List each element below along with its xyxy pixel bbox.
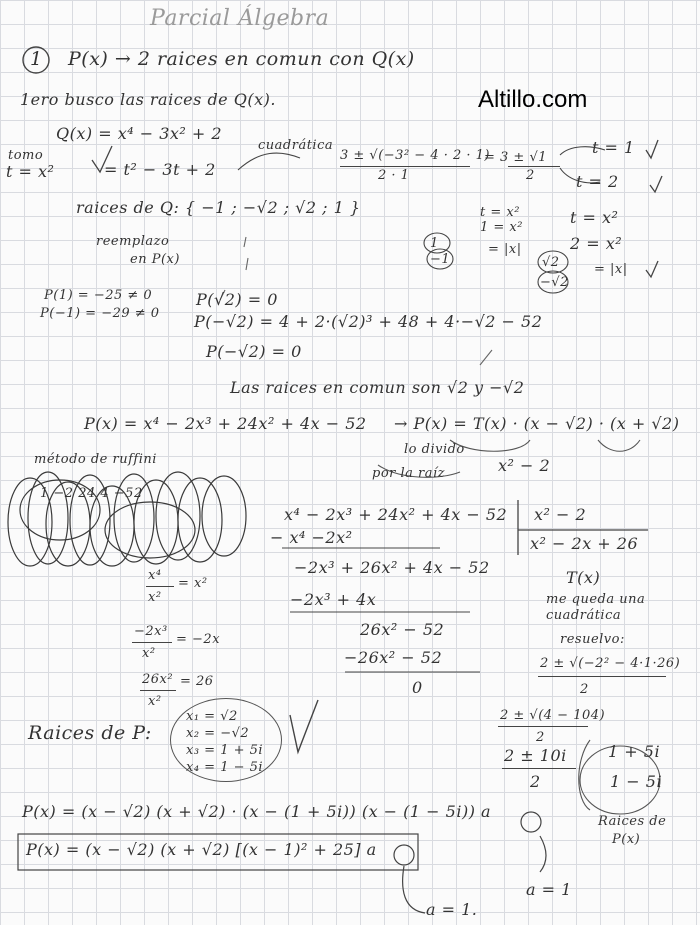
fraction-bar bbox=[340, 166, 470, 167]
division-final-remainder: 0 bbox=[412, 678, 423, 697]
fraction-bar bbox=[132, 642, 172, 643]
division-subtract-1: − x⁴ −2x² bbox=[270, 528, 353, 547]
quadratic-denominator: 2 · 1 bbox=[378, 168, 410, 183]
page-title: Parcial Álgebra bbox=[150, 6, 330, 31]
quadratic-simplified-den: 2 bbox=[526, 168, 535, 183]
q-definition: Q(x) = x⁴ − 3x² + 2 bbox=[56, 124, 223, 143]
side-calc-3-num: 26x² bbox=[142, 672, 174, 687]
en-p-label: en P(x) bbox=[130, 252, 180, 267]
cuadratica-label: cuadrática bbox=[258, 138, 334, 153]
division-quotient: x² − 2x + 26 bbox=[530, 534, 639, 553]
roots-of-q: raices de Q: { −1 ; −√2 ; √2 ; 1 } bbox=[76, 198, 361, 217]
fraction-bar bbox=[146, 586, 174, 587]
division-divisor: x² − 2 bbox=[534, 505, 587, 524]
quadratic-4-num: 2 ± 10i bbox=[504, 746, 567, 765]
root-of-p: x₃ = 1 + 5i bbox=[186, 743, 264, 758]
roots-of-p-list bbox=[186, 708, 263, 776]
substitution: t = x² bbox=[6, 162, 55, 181]
raices-de-label: Raices de bbox=[598, 814, 667, 829]
side-calc-2-result: = −2x bbox=[176, 632, 221, 647]
p-of-minus-sqrt2-calc: P(−√2) = 4 + 2·(√2)³ + 48 + 4·−√2 − 52 bbox=[194, 312, 543, 331]
root-t1: t = 1 bbox=[592, 138, 635, 157]
side-calc-1-result: = x² bbox=[178, 576, 208, 591]
leading-coefficient-right: a = 1 bbox=[526, 880, 572, 899]
cuadratica-label-2: cuadrática bbox=[546, 608, 622, 623]
common-roots-conclusion: Las raices en comun son √2 y −√2 bbox=[230, 378, 525, 397]
p-full-factored: P(x) = (x − √2) (x + √2) · (x − (1 + 5i)) (x − (1 − 5i)) a bbox=[22, 802, 492, 821]
me-queda-label: me queda una bbox=[546, 592, 646, 607]
step-intro: 1ero busco las raices de Q(x). bbox=[20, 90, 276, 109]
abs-x-2: = |x| bbox=[594, 262, 628, 277]
fraction-bar bbox=[498, 726, 588, 727]
quadratic-simplified: = 3 ± √1 bbox=[484, 150, 548, 165]
root-of-p: x₁ = √2 bbox=[186, 709, 238, 724]
exercise-number: 1 bbox=[30, 48, 43, 70]
side-calc-3-den: x² bbox=[148, 694, 162, 709]
side-calc-2-num: −2x³ bbox=[134, 624, 168, 639]
two-eq-x2: 2 = x² bbox=[570, 234, 623, 253]
plus-sqrt2: √2 bbox=[542, 255, 560, 270]
lo-divido: lo divido bbox=[404, 442, 465, 457]
t-x-label: T(x) bbox=[566, 568, 601, 587]
raices-de-p-label: Raices de P: bbox=[28, 722, 152, 744]
fraction-bar bbox=[502, 768, 576, 769]
por-la-raiz: por la raíz bbox=[372, 466, 446, 481]
fraction-bar bbox=[140, 690, 176, 691]
problem-statement: P(x) → 2 raices en comun con Q(x) bbox=[68, 48, 415, 70]
quadratic-4-den: 2 bbox=[530, 772, 541, 791]
division-remainder-2: 26x² − 52 bbox=[360, 620, 445, 639]
side-calc-1-den: x² bbox=[148, 590, 162, 605]
t-eq-x2-a: t = x² bbox=[480, 205, 520, 220]
reemplazo-label: reemplazo bbox=[96, 234, 170, 249]
one-eq-x2: 1 = x² bbox=[480, 220, 523, 235]
leading-coefficient-bottom: a = 1. bbox=[426, 900, 478, 919]
abs-x-1: = |x| bbox=[488, 242, 522, 257]
root-of-p: x₂ = −√2 bbox=[186, 726, 250, 741]
p-of-sqrt2: P(√2) = 0 bbox=[196, 290, 278, 309]
division-subtract-2: −2x³ + 4x bbox=[290, 590, 377, 609]
side-calc-1-num: x⁴ bbox=[148, 568, 162, 583]
p-definition: P(x) = x⁴ − 2x³ + 24x² + 4x − 52 bbox=[84, 414, 367, 433]
plus-one: 1 bbox=[430, 236, 439, 251]
watermark: Altillo.com bbox=[478, 86, 588, 113]
division-dividend: x⁴ − 2x³ + 24x² + 4x − 52 bbox=[284, 505, 508, 524]
minus-sqrt2: −√2 bbox=[540, 275, 569, 290]
division-remainder-1: −2x³ + 26x² + 4x − 52 bbox=[294, 558, 490, 577]
p-x-label: P(x) bbox=[612, 832, 641, 847]
quadratic-3-den: 2 bbox=[536, 730, 545, 745]
side-calc-3-result: = 26 bbox=[180, 674, 214, 689]
division-subtract-3: −26x² − 52 bbox=[344, 648, 443, 667]
p-real-factored: P(x) = (x − √2) (x + √2) [(x − 1)² + 25] a bbox=[26, 840, 377, 859]
quadratic-2-num: 2 ± √(−2² − 4·1·26) bbox=[540, 656, 681, 671]
root-of-p: x₄ = 1 − 5i bbox=[186, 760, 264, 775]
metodo-ruffini: método de ruffini bbox=[34, 452, 157, 467]
fraction-bar bbox=[508, 166, 560, 167]
p-of-minus-1: P(−1) = −29 ≠ 0 bbox=[40, 306, 160, 321]
resuelvo-label: resuelvo: bbox=[560, 632, 625, 647]
quadratic-2-den: 2 bbox=[580, 682, 589, 697]
t-eq-x2-b: t = x² bbox=[570, 208, 619, 227]
scribbled-ruffini-values: 1 −2 24 4 −52 bbox=[40, 486, 143, 501]
fraction-bar bbox=[538, 676, 666, 677]
complex-root-b: 1 − 5i bbox=[610, 772, 663, 791]
p-of-minus-sqrt2: P(−√2) = 0 bbox=[206, 342, 302, 361]
quadratic-formula: 3 ± √(−3² − 4 · 2 · 1) bbox=[340, 148, 490, 163]
minus-one: −1 bbox=[430, 252, 451, 267]
x2-minus-2: x² − 2 bbox=[498, 456, 551, 475]
side-calc-2-den: x² bbox=[142, 646, 156, 661]
complex-root-a: 1 + 5i bbox=[608, 742, 661, 761]
p-of-1: P(1) = −25 ≠ 0 bbox=[44, 288, 153, 303]
root-t2: t = 2 bbox=[576, 172, 619, 191]
p-factored: → P(x) = T(x) · (x − √2) · (x + √2) bbox=[394, 414, 680, 433]
quadratic-3-num: 2 ± √(4 − 104) bbox=[500, 708, 606, 723]
q-in-t: = t² − 3t + 2 bbox=[104, 160, 216, 179]
tomo-label: tomo bbox=[8, 148, 44, 163]
